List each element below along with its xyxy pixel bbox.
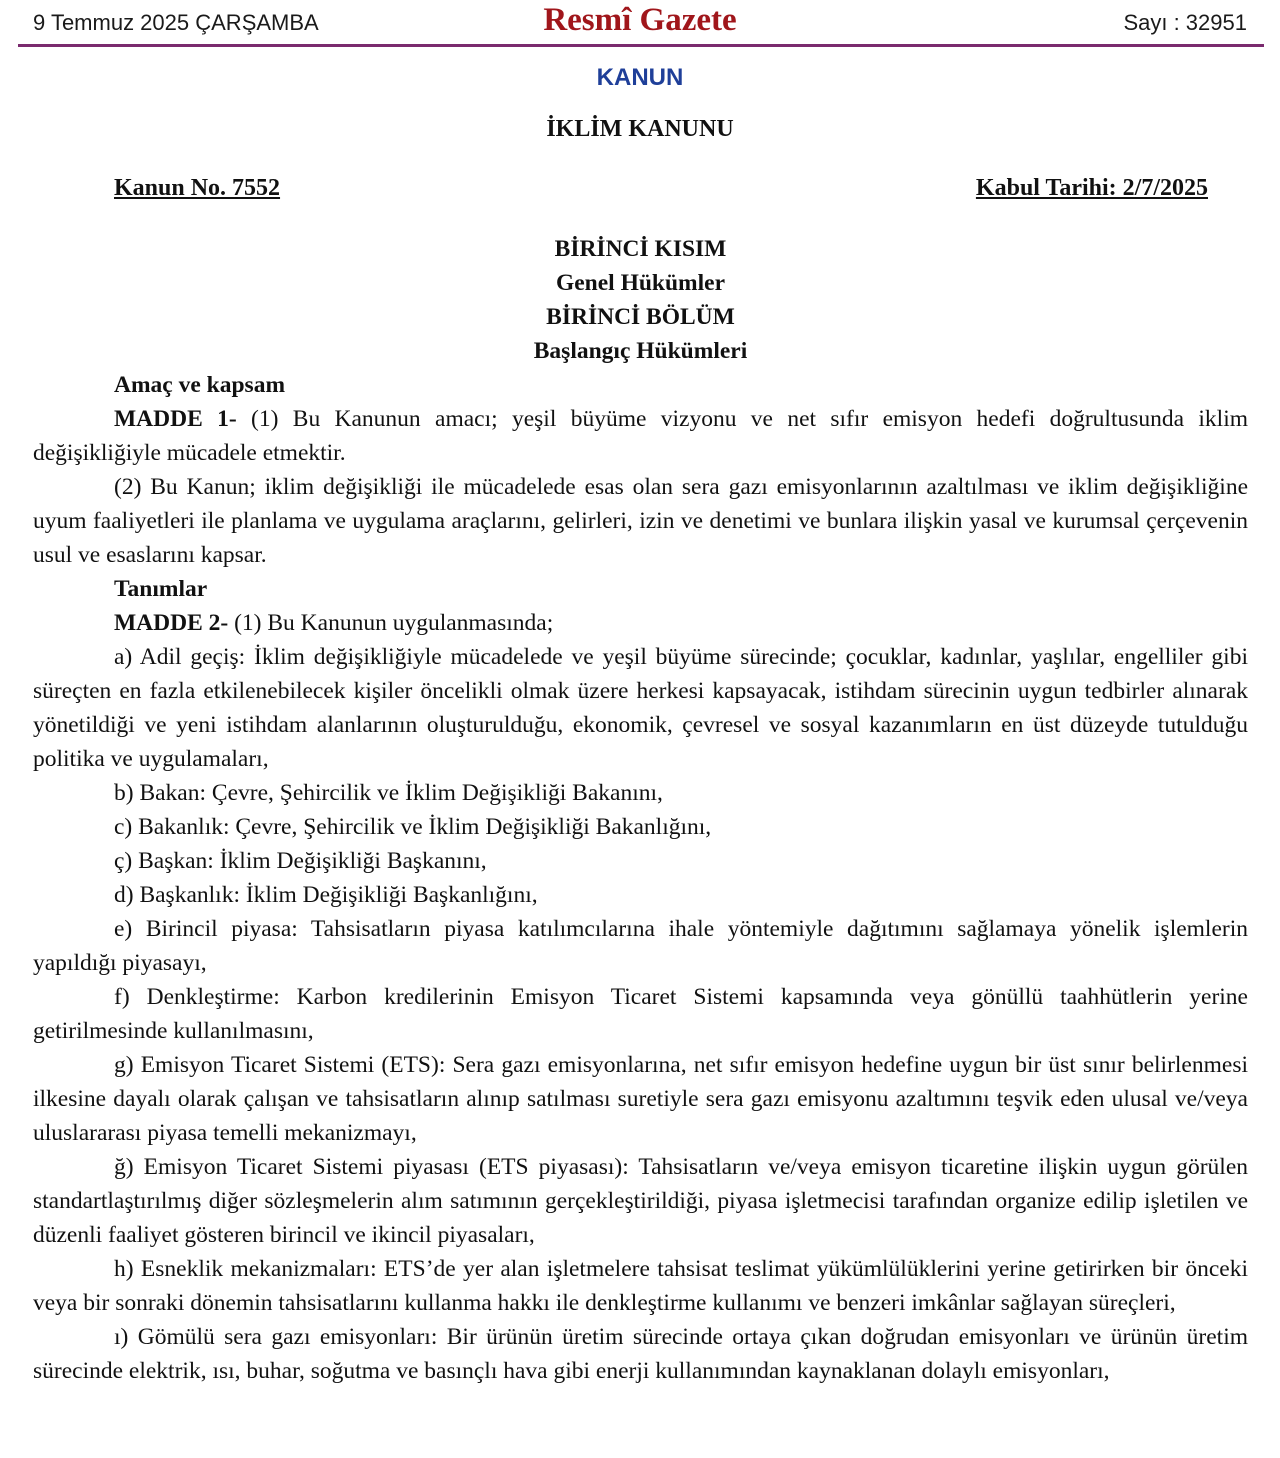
gazette-title: Resmî Gazete: [543, 2, 737, 38]
definition-item: d) Başkanlık: İklim Değişikliği Başkanlığını,: [114, 882, 538, 908]
definition-item: ğ) Emisyon Ticaret Sistemi piyasası (ETS piyasası): Tahsisatların ve/veya emisyon ticaretine ilişkin uygun görülen standartlaştırılmış diğer sözleşmelerin alım satımının gerçekleştirildiği, piyasa işletmecisi tarafından organize edilip işletilen ve düzenli faaliyet gösteren birincil ve ikincil piyasaları,: [33, 1154, 1248, 1248]
part-title: Genel Hükümler: [555, 270, 726, 296]
part-heading: BİRİNCİ KISIM: [554, 236, 727, 262]
definition-item: ı) Gömülü sera gazı emisyonları: Bir ürünün üretim sürecinde ortaya çıkan doğrudan emisyonları ve ürünün üretim sürecinde elektrik, ısı, buhar, soğutma ve basınçlı hava gibi enerji kullanımından kaynaklanan dolaylı emisyonları,: [33, 1324, 1248, 1384]
article-2-intro: [33, 606, 1248, 640]
chapter-heading: BİRİNCİ BÖLÜM: [546, 304, 735, 330]
issue-number: Sayı : 32951: [1123, 10, 1247, 35]
definition-item: a) Adil geçiş: İklim değişikliğiyle mücadelede ve yeşil büyüme sürecinde; çocuklar, kadınlar, yaşlılar, engelliler gibi süreçten en fazla etkilenebilecek kişiler öncelikli olmak üzere herkesi kapsayacak, istihdam sürecinin uygun tedbirler alınarak yönetildiği ve yeni istihdam alanlarının oluşturulduğu, ekonomik, çevresel ve sosyal kazanımların en üst düzeyde tutulduğu politika ve uygulamaları,: [33, 644, 1248, 772]
definition-item: c) Bakanlık: Çevre, Şehircilik ve İklim Değişikliği Bakanlığını,: [114, 814, 712, 840]
article-2-label: MADDE 2-: [114, 610, 229, 636]
adoption-date: Kabul Tarihi: 2/7/2025: [975, 175, 1208, 201]
publication-date: 9 Temmuz 2025 ÇARŞAMBA: [33, 10, 319, 35]
definition-item: h) Esneklik mekanizmaları: ETS’de yer alan işletmelere tahsisat teslimat yükümlülüklerini yerine getirirken bir önceki veya bir sonraki dönemin tahsisatlarını kullanma hakkı ile denkleştirme kullanımı ve benzeri imkânlar sağlayan süreçleri,: [33, 1256, 1248, 1316]
law-title: İKLİM KANUNU: [546, 116, 734, 142]
definition-item: e) Birincil piyasa: Tahsisatların piyasa katılımcılarına ihale yöntemiyle dağıtımını sağlamaya yönelik işlemlerin yapıldığı piyasayı,: [33, 916, 1248, 976]
article-1-paragraph-1: [33, 402, 1248, 470]
definition-item: f) Denkleştirme: Karbon kredilerinin Emisyon Ticaret Sistemi kapsamında veya gönüllü taahhütlerin yerine getirilmesinde kullanılmasını,: [33, 984, 1248, 1044]
article-1-paragraph-2: (2) Bu Kanun; iklim değişikliği ile mücadelede esas olan sera gazı emisyonlarının azaltılması ve iklim değişikliğine uyum faaliyetleri ile planlama ve uygulama araçlarını, gelirleri, izin ve denetimi ve bunlara ilişkin yasal ve kurumsal çerçevenin usul ve esaslarını kapsar.: [33, 474, 1248, 568]
article-2-heading: Tanımlar: [114, 576, 208, 602]
article-1-heading: Amaç ve kapsam: [114, 372, 286, 398]
article-2-intro-text: (1) Bu Kanunun uygulanmasında;: [228, 610, 554, 636]
gazette-masthead: [0, 0, 1280, 50]
document-body: [33, 232, 1248, 1388]
law-number: Kanun No. 7552: [114, 175, 281, 201]
definition-item: g) Emisyon Ticaret Sistemi (ETS): Sera gazı emisyonlarına, net sıfır emisyon hedefine uygun bir üst sınır belirlenmesi ilkesine dayalı olarak çalışan ve tahsisatların alınıp satılması suretiyle sera gazı emisyonu azaltımını teşvik eden ulusal ve/veya uluslararası piyasa temelli mekanizmayı,: [33, 1052, 1248, 1146]
chapter-title: Başlangıç Hükümleri: [533, 338, 748, 364]
definition-item: ç) Başkan: İklim Değişikliği Başkanını,: [114, 848, 487, 874]
article-1-label: MADDE 1-: [114, 406, 237, 432]
definition-item: b) Bakan: Çevre, Şehircilik ve İklim Değişikliği Bakanını,: [114, 780, 663, 806]
article-1-text: (1) Bu Kanunun amacı; yeşil büyüme vizyonu ve net sıfır emisyon hedefi doğrultusunda iklim değişikliğiyle mücadele etmektir.: [33, 406, 1249, 466]
masthead-divider: [18, 44, 1264, 47]
document-type: KANUN: [596, 64, 684, 91]
